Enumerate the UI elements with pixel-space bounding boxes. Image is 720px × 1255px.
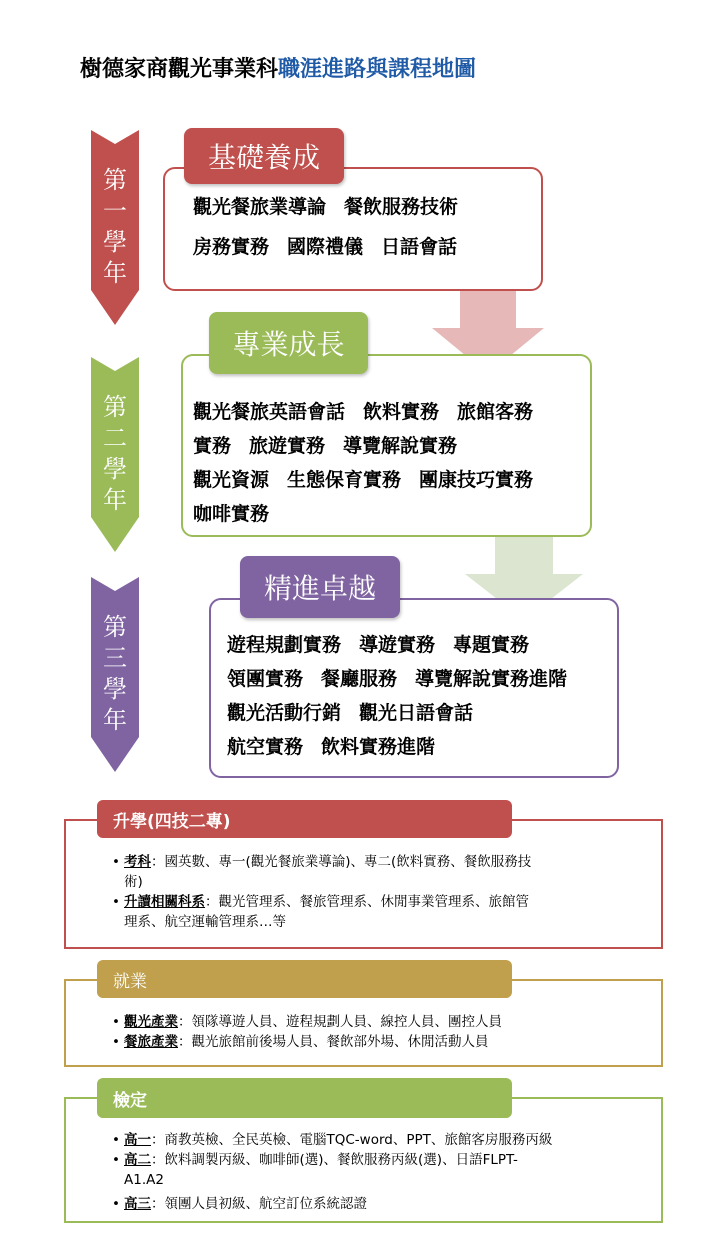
item-key: 高一 [124, 1132, 151, 1148]
item-key: 觀光產業 [124, 1014, 178, 1030]
year-3-stage-title: 精進卓越 [240, 556, 400, 618]
course-line [193, 395, 551, 429]
course-line [227, 662, 567, 696]
list-item [112, 1012, 652, 1032]
item-text-cont: 理系、航空運輸管理系…等 [124, 914, 286, 930]
item-text: ：飲料調製丙級、咖啡師(選)、餐飲服務丙級(選)、日語FLPT- [151, 1152, 518, 1168]
course-line [193, 429, 551, 463]
course: 旅館客務 [457, 401, 534, 423]
course: 飲料實務進階 [321, 736, 436, 758]
item-text: ：領隊導遊人員、遊程規劃人員、線控人員、團控人員 [178, 1014, 502, 1030]
item-key: 高二 [124, 1152, 151, 1168]
item-key: 升讀相關科系 [124, 894, 205, 910]
section-employment-title: 就業 [97, 960, 512, 998]
course-line [193, 497, 551, 531]
item-text: ：領團人員初級、航空訂位系統認證 [151, 1196, 367, 1212]
year-3-label: 第 三 學 年 [103, 613, 127, 734]
course: 國際禮儀 [287, 236, 364, 258]
title-map: 職涯進路與課程地圖 [278, 57, 477, 82]
item-text: ：商教英檢、全民英檢、電腦TQC-word、PPT、旅館客房服務丙級 [151, 1132, 553, 1148]
section-further-study-title: 升學(四技二專) [97, 800, 512, 838]
course-line [227, 628, 567, 662]
course: 生態保育實務 [287, 469, 402, 491]
course: 飲料實務 [363, 401, 440, 423]
course: 觀光餐旅英語會話 [193, 401, 346, 423]
course: 實務 [193, 435, 232, 457]
year-2-label: 第 二 學 年 [103, 393, 127, 514]
year-2-chevron [91, 357, 139, 552]
course: 觀光活動行銷 [227, 702, 342, 724]
list-item [112, 852, 632, 892]
list-item [112, 1150, 652, 1190]
course: 團康技巧實務 [419, 469, 534, 491]
item-key: 高三 [124, 1196, 151, 1212]
section-employment-list [112, 1012, 652, 1052]
course-line [193, 190, 476, 224]
year-1-chevron [91, 130, 139, 325]
item-key: 考科 [124, 854, 151, 870]
item-text: ：觀光管理系、餐旅管理系、休閒事業管理系、旅館管 [205, 894, 529, 910]
list-item [112, 1130, 652, 1150]
list-item [112, 892, 632, 932]
item-text-cont: 術) [124, 874, 143, 890]
course: 房務實務 [193, 236, 270, 258]
section-certification-title: 檢定 [97, 1078, 512, 1118]
course: 專題實務 [453, 634, 530, 656]
course: 導遊實務 [359, 634, 436, 656]
course: 導覽解說實務 [343, 435, 458, 457]
year-3-chevron [91, 577, 139, 772]
course: 餐飲服務技術 [344, 196, 459, 218]
course: 領團實務 [227, 668, 304, 690]
section-further-study-list [112, 852, 632, 932]
course: 導覽解說實務進階 [415, 668, 568, 690]
year-3-courses [227, 628, 567, 764]
year-1-courses [193, 190, 476, 264]
item-text-cont: A1.A2 [124, 1172, 164, 1188]
year-2-stage-title: 專業成長 [209, 312, 368, 374]
course-line [193, 230, 476, 264]
course: 旅遊實務 [249, 435, 326, 457]
year-1-label: 第 一 學 年 [103, 166, 127, 287]
item-key: 餐旅產業 [124, 1034, 178, 1050]
list-item [112, 1194, 652, 1214]
year-2-courses [193, 395, 551, 531]
course-line [227, 730, 567, 764]
course-line [193, 463, 551, 497]
course: 日語會話 [381, 236, 458, 258]
section-certification-list [112, 1130, 652, 1214]
course: 咖啡實務 [193, 503, 270, 525]
item-text: ：國英數、專一(觀光餐旅業導論)、專二(飲料實務、餐飲服務技 [151, 854, 532, 870]
course: 觀光資源 [193, 469, 270, 491]
course: 航空實務 [227, 736, 304, 758]
course-line [227, 696, 567, 730]
course: 觀光餐旅業導論 [193, 196, 327, 218]
course: 餐廳服務 [321, 668, 398, 690]
title-school: 樹德家商觀光事業科 [80, 57, 279, 82]
course: 觀光日語會話 [359, 702, 474, 724]
item-text: ：觀光旅館前後場人員、餐飲部外場、休閒活動人員 [178, 1034, 489, 1050]
list-item [112, 1032, 652, 1052]
course: 遊程規劃實務 [227, 634, 342, 656]
year-1-stage-title: 基礎養成 [184, 128, 344, 184]
page-title [80, 52, 476, 83]
